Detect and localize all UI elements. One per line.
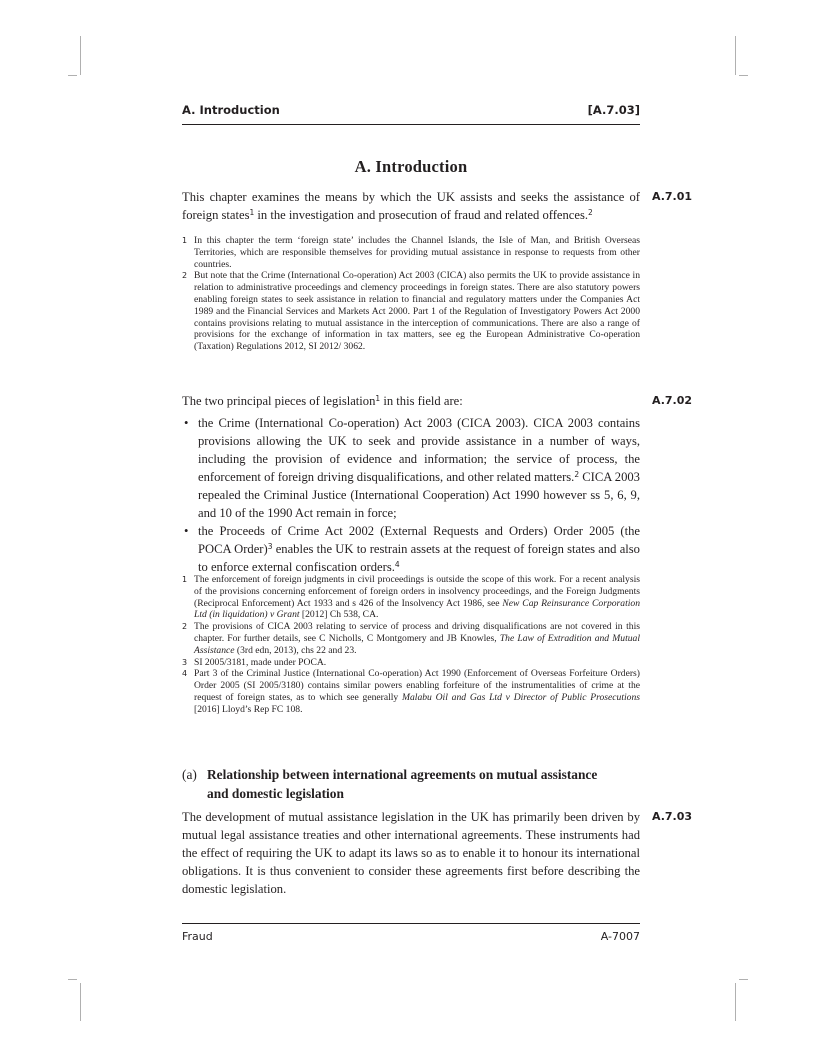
footnote: 1 The enforcement of foreign judgments in civil proceedings is outside the scope of this work. For a recent analysis of the provisions concerning enforcement of foreign orders in insolvency proceedings, and the Foreign Judgments (Reciprocal Enforcement) Act 1933 and s 426 of the Insolvency Act 1986, see New Cap Reinsurance Corporation Ltd (in liquidation) v Grant [2012] Ch 538, CA. bbox=[182, 574, 640, 621]
paragraph-marker: A.7.02 bbox=[652, 394, 693, 407]
crop-mark-top-right-h bbox=[739, 75, 748, 76]
footnote-number: 4 bbox=[182, 669, 188, 679]
footnote-ref: 1 bbox=[375, 394, 381, 403]
footnote-number: 1 bbox=[182, 575, 188, 584]
footnotes-block-1 bbox=[182, 235, 640, 353]
chapter-title: A. Introduction bbox=[354, 157, 468, 176]
running-head-paragraph-ref: [A.7.03] bbox=[587, 103, 640, 117]
crop-mark-top-right-v bbox=[735, 36, 736, 75]
footnote: 3 SI 2005/3181, made under POCA. bbox=[182, 656, 327, 668]
running-head bbox=[182, 102, 640, 125]
footnote-ref: 1 bbox=[249, 208, 255, 217]
book-title: Fraud bbox=[182, 930, 213, 943]
subheading-label: (a) bbox=[182, 767, 197, 782]
crop-mark-bottom-right-v bbox=[735, 983, 736, 1021]
bullet-icon: • bbox=[184, 524, 189, 538]
legislation-list bbox=[182, 414, 640, 576]
crop-mark-top-left-v bbox=[80, 36, 81, 75]
crop-mark-bottom-left-h bbox=[68, 979, 77, 980]
footnote-ref: 3 bbox=[267, 542, 273, 551]
footnote-ref: 4 bbox=[394, 560, 400, 569]
footnote-ref: 2 bbox=[588, 208, 593, 217]
bullet-icon: • bbox=[184, 416, 189, 430]
footnote-number: 2 bbox=[182, 622, 188, 632]
paragraph-a-7-01: This chapter examines the means by which the UK assists and seeks the assistance of foreign states$^1$ in the investigation and prosecution of fraud and related offences.$^2$ bbox=[182, 190, 640, 222]
paragraph-marker: A.7.03 bbox=[652, 810, 693, 823]
list-item: • the Crime (International Co-operation) Act 2003 (CICA 2003). CICA 2003 contains provisions allowing the UK to seek and provide assistance in a number of ways, including the provision of evidence and information; the service of process, the enforcement of foreign driving disqualifications, and other related matters.$^2$ CICA 2003 repealed the Criminal Justice (International Cooperation) Act 1990 however ss 5, 6, 9, and 10 of the 1990 Act remain in force; bbox=[184, 416, 640, 520]
footnote: 2 The provisions of CICA 2003 relating to service of process and driving disqualifications are not covered in this chapter. For further details, see C Nicholls, C Montgomery and JB Knowles, The Law of Extradition and Mutual Assistance (3rd edn, 2013), chs 22 and 23. bbox=[182, 621, 641, 656]
list-item: • the Proceeds of Crime Act 2002 (External Requests and Orders) Order 2005 (the POCA Order)$^3$ enables the UK to restrain assets at the request of foreign states and also to enforce external confiscation orders.$^4$ bbox=[184, 524, 640, 574]
footnote: 4 Part 3 of the Criminal Justice (International Co-operation) Act 1990 (Enforcement of Overseas Forfeiture Orders) Order 2005 (SI 2005/3180) contains similar powers enabling forfeiture of the instrumentalities of crime at the request of foreign states, as to which see generally Malabu Oil and Gas Ltd v Director of Public Prosecutions [2016] Lloyd’s Rep FC 108. bbox=[182, 668, 640, 715]
running-foot bbox=[182, 923, 640, 943]
page-number: A-7007 bbox=[600, 930, 640, 943]
footnotes-block-2 bbox=[182, 574, 640, 716]
footnote: 1 In this chapter the term ‘foreign state’ includes the Channel Islands, the Isle of Man, and British Overseas Territories, which are responsible themselves for providing mutual assistance in response to requests from other countries. bbox=[182, 235, 640, 270]
section-subheading bbox=[182, 766, 640, 803]
paragraph-a-7-03: The development of mutual assistance legislation in the UK has primarily been driven by mutual legal assistance treaties and other international agreements. These instruments had the effect of requiring the UK to adapt its laws so as to enable it to honour its international obligations. It is thus convenient to consider these agreements first before describing the domestic legislation. bbox=[182, 810, 640, 896]
crop-mark-bottom-right-h bbox=[739, 979, 748, 980]
crop-mark-bottom-left-v bbox=[80, 983, 81, 1021]
paragraph-a-7-02: The two principal pieces of legislation$^1$ in this field are: bbox=[182, 394, 463, 408]
running-head-section: A. Introduction bbox=[182, 103, 280, 117]
footnote-number: 1 bbox=[182, 236, 188, 245]
footnote-number: 3 bbox=[182, 657, 188, 667]
footnote: 2 But note that the Crime (International Co-operation) Act 2003 (CICA) also permits the UK to provide assistance in relation to administrative proceedings and clemency proceedings in foreign states. There are also statutory powers enabling foreign states to seek assistance in relation to financial and regulatory matters under the Companies Act 1989 and the Financial Services and Markets Act 2000. Part 1 of the Regulation of Investigatory Powers Act 2000 contains provisions relating to mutual assistance in the interception of communications. There are also a range of provisions for the exchange of information in tax matters, see eg the European Administrative Co-operation (Taxation) Regulations 2012, SI 2012/ 3062. bbox=[182, 270, 640, 353]
paragraph-marker: A.7.01 bbox=[652, 190, 693, 203]
crop-mark-top-left-h bbox=[68, 75, 77, 76]
footnote-number: 2 bbox=[182, 271, 188, 281]
footnote-ref: 2 bbox=[574, 470, 580, 479]
subheading-text: Relationship between international agreements on mutual assistance and domestic legislation bbox=[207, 767, 598, 801]
